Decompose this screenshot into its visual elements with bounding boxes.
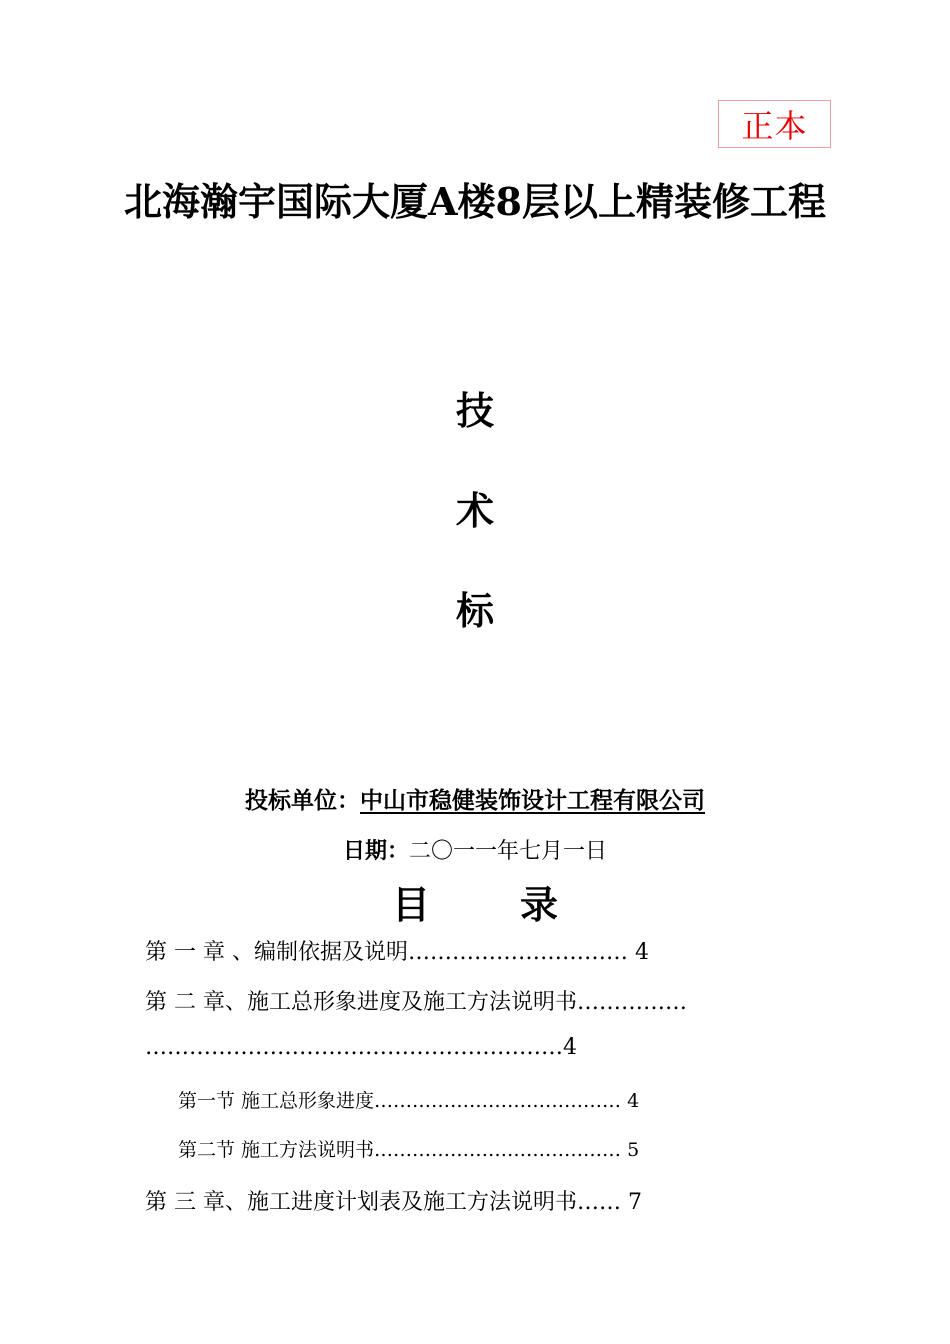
toc-entry-section-2[interactable]: 第二节 施工方法说明书………………………………… 5 xyxy=(178,1139,640,1161)
toc-entry-chapter-1[interactable]: 第 一 章 、编制依据及说明………………………… 4 xyxy=(145,940,649,965)
bidder-line xyxy=(0,782,950,815)
date-label: 日期： xyxy=(342,839,409,864)
original-copy-stamp: 正本 xyxy=(718,100,831,148)
toc-entry-chapter-3[interactable]: 第 三 章、施工进度计划表及施工方法说明书…… 7 xyxy=(145,1190,642,1215)
toc-title xyxy=(0,874,950,929)
doc-type-char-3: 标 xyxy=(455,588,494,633)
date-line xyxy=(0,834,950,865)
toc-entry-chapter-2-leader[interactable]: …………………………………………………4 xyxy=(145,1035,577,1060)
bidder-label: 投标单位： xyxy=(245,788,360,814)
toc-entry-chapter-2[interactable]: 第 二 章、施工总形象进度及施工方法说明书…………… xyxy=(145,990,687,1015)
project-title: 北海瀚宇国际大厦A楼8层以上精装修工程 xyxy=(124,179,826,224)
date-value: 二〇一一年七月一日 xyxy=(409,839,608,864)
doc-type-char-2: 术 xyxy=(455,488,494,533)
toc-title-part-1: 目 xyxy=(391,883,430,927)
bidder-company: 中山市稳健装饰设计工程有限公司 xyxy=(360,788,705,814)
toc-title-part-2: 录 xyxy=(520,883,559,927)
doc-type-char-1: 技 xyxy=(455,388,494,433)
toc-entry-section-1[interactable]: 第一节 施工总形象进度………………………………… 4 xyxy=(178,1090,640,1112)
